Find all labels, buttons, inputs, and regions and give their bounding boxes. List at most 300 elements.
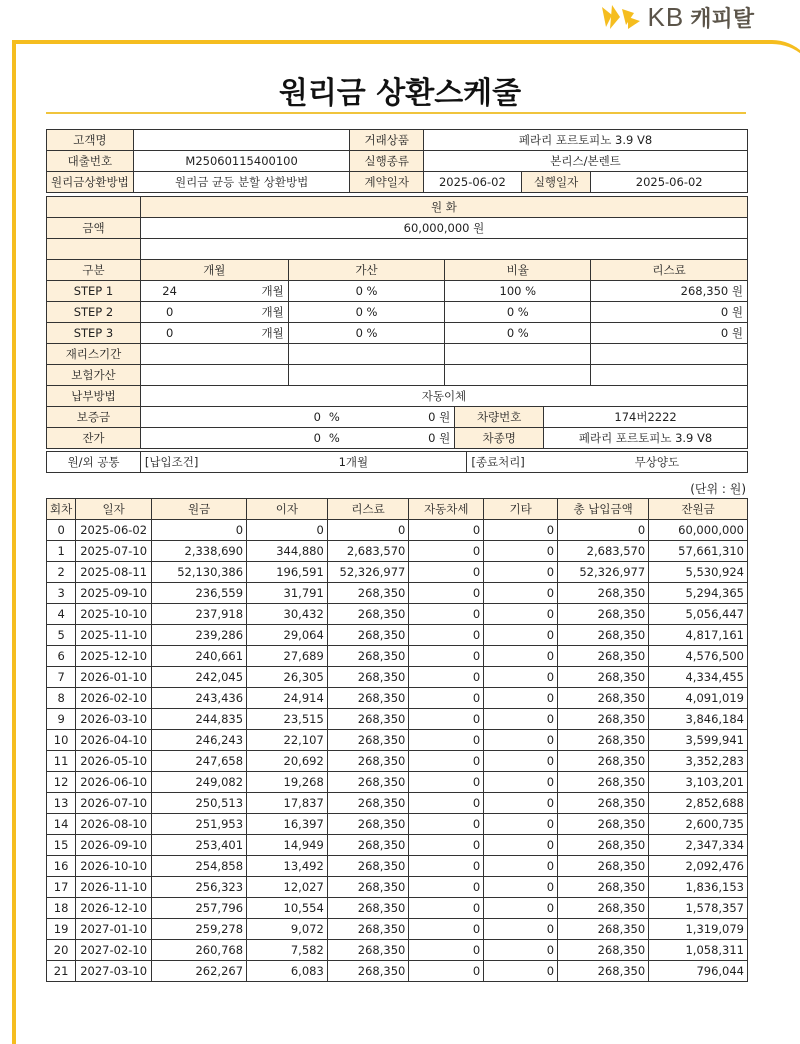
total-payment-cell: 268,350 bbox=[558, 940, 649, 961]
step-name: STEP 2 bbox=[47, 302, 141, 323]
other-cell: 0 bbox=[484, 541, 558, 562]
principal-cell: 259,278 bbox=[152, 919, 247, 940]
currency-blank bbox=[47, 197, 141, 218]
step-add: 0 % bbox=[288, 323, 445, 344]
principal-cell: 250,513 bbox=[152, 793, 247, 814]
remaining-principal-cell: 4,334,455 bbox=[649, 667, 748, 688]
car-tax-cell: 0 bbox=[409, 541, 484, 562]
installment-no-cell: 6 bbox=[47, 646, 76, 667]
total-payment-cell: 268,350 bbox=[558, 898, 649, 919]
lease-fee-cell: 268,350 bbox=[327, 961, 409, 982]
installment-no-cell: 3 bbox=[47, 583, 76, 604]
product-value: 페라리 포르토피노 3.9 V8 bbox=[424, 130, 748, 151]
step-ratio: 100 % bbox=[445, 281, 591, 302]
insurance-fee bbox=[591, 365, 748, 386]
method-label: 원리금상환방법 bbox=[47, 172, 134, 193]
lease-terms-table bbox=[46, 196, 748, 407]
remaining-principal-cell: 1,319,079 bbox=[649, 919, 748, 940]
lease-fee-cell: 268,350 bbox=[327, 646, 409, 667]
remaining-principal-cell: 2,092,476 bbox=[649, 856, 748, 877]
terms-cond-label: [납입조건] bbox=[140, 452, 240, 473]
refinance-fee bbox=[591, 344, 748, 365]
total-payment-cell: 268,350 bbox=[558, 730, 649, 751]
lease-fee-cell: 2,683,570 bbox=[327, 541, 409, 562]
total-payment-cell: 268,350 bbox=[558, 814, 649, 835]
steps-header-add: 가산 bbox=[288, 260, 445, 281]
payment-date-cell: 2025-12-10 bbox=[76, 646, 152, 667]
table-row bbox=[47, 814, 748, 835]
installment-no-cell: 11 bbox=[47, 751, 76, 772]
remaining-principal-cell: 2,600,735 bbox=[649, 814, 748, 835]
other-cell: 0 bbox=[484, 520, 558, 541]
interest-cell: 12,027 bbox=[247, 877, 328, 898]
payment-date-cell: 2025-06-02 bbox=[76, 520, 152, 541]
other-cell: 0 bbox=[484, 709, 558, 730]
remaining-principal-cell: 5,294,365 bbox=[649, 583, 748, 604]
installment-no-cell: 20 bbox=[47, 940, 76, 961]
interest-cell: 31,791 bbox=[247, 583, 328, 604]
car-tax-cell: 0 bbox=[409, 583, 484, 604]
payment-date-cell: 2026-04-10 bbox=[76, 730, 152, 751]
principal-cell: 254,858 bbox=[152, 856, 247, 877]
car-name-value: 페라리 포르토피노 3.9 V8 bbox=[544, 428, 748, 449]
step-ratio: 0 % bbox=[445, 302, 591, 323]
remaining-principal-cell: 5,530,924 bbox=[649, 562, 748, 583]
interest-cell: 29,064 bbox=[247, 625, 328, 646]
total-payment-cell: 268,350 bbox=[558, 646, 649, 667]
car-tax-cell: 0 bbox=[409, 667, 484, 688]
table-row bbox=[47, 667, 748, 688]
installment-no-cell: 16 bbox=[47, 856, 76, 877]
remaining-principal-cell: 60,000,000 bbox=[649, 520, 748, 541]
car-no-value: 174버2222 bbox=[544, 407, 748, 428]
step-months-unit: 개월 bbox=[198, 302, 288, 323]
payment-date-cell: 2026-05-10 bbox=[76, 751, 152, 772]
table-row bbox=[47, 625, 748, 646]
principal-cell: 244,835 bbox=[152, 709, 247, 730]
principal-cell: 52,130,386 bbox=[152, 562, 247, 583]
table-row bbox=[47, 877, 748, 898]
installment-no-cell: 17 bbox=[47, 877, 76, 898]
car-tax-cell: 0 bbox=[409, 772, 484, 793]
remaining-principal-cell: 5,056,447 bbox=[649, 604, 748, 625]
total-payment-cell: 268,350 bbox=[558, 919, 649, 940]
principal-cell: 0 bbox=[152, 520, 247, 541]
car-tax-cell: 0 bbox=[409, 835, 484, 856]
remaining-principal-cell: 3,599,941 bbox=[649, 730, 748, 751]
deposit-pct: 0 bbox=[140, 407, 325, 428]
step-ratio: 0 % bbox=[445, 323, 591, 344]
table-row bbox=[47, 604, 748, 625]
principal-cell: 2,338,690 bbox=[152, 541, 247, 562]
steps-header-type: 구분 bbox=[47, 260, 141, 281]
other-cell: 0 bbox=[484, 667, 558, 688]
interest-cell: 19,268 bbox=[247, 772, 328, 793]
lease-fee-cell: 268,350 bbox=[327, 814, 409, 835]
title-underline bbox=[46, 112, 746, 114]
amount-label: 금액 bbox=[47, 218, 141, 239]
payment-date-cell: 2026-01-10 bbox=[76, 667, 152, 688]
table-row bbox=[47, 919, 748, 940]
car-tax-cell: 0 bbox=[409, 877, 484, 898]
car-tax-cell: 0 bbox=[409, 751, 484, 772]
table-row bbox=[47, 730, 748, 751]
step-fee: 0 원 bbox=[591, 323, 748, 344]
lease-fee-cell: 268,350 bbox=[327, 730, 409, 751]
other-cell: 0 bbox=[484, 856, 558, 877]
kb-capital-logo bbox=[598, 0, 754, 34]
interest-cell: 26,305 bbox=[247, 667, 328, 688]
residual-pct-unit: % bbox=[325, 428, 375, 449]
payment-date-cell: 2026-10-10 bbox=[76, 856, 152, 877]
step-add: 0 % bbox=[288, 302, 445, 323]
method-value: 원리금 균등 분할 상환방법 bbox=[133, 172, 350, 193]
step-fee: 0 원 bbox=[591, 302, 748, 323]
payment-date-cell: 2025-10-10 bbox=[76, 604, 152, 625]
principal-cell: 240,661 bbox=[152, 646, 247, 667]
remaining-principal-cell: 3,103,201 bbox=[649, 772, 748, 793]
total-payment-cell: 268,350 bbox=[558, 604, 649, 625]
other-cell: 0 bbox=[484, 961, 558, 982]
total-payment-cell: 268,350 bbox=[558, 877, 649, 898]
terms-label: 원/외 공통 bbox=[47, 452, 141, 473]
table-row bbox=[47, 646, 748, 667]
car-tax-cell: 0 bbox=[409, 646, 484, 667]
payment-date-cell: 2026-07-10 bbox=[76, 793, 152, 814]
interest-cell: 17,837 bbox=[247, 793, 328, 814]
step-fee: 268,350 원 bbox=[591, 281, 748, 302]
principal-cell: 246,243 bbox=[152, 730, 247, 751]
deposit-label: 보증금 bbox=[47, 407, 141, 428]
steps-header-ratio: 비율 bbox=[445, 260, 591, 281]
installment-no-cell: 19 bbox=[47, 919, 76, 940]
car-tax-cell: 0 bbox=[409, 856, 484, 877]
refinance-add bbox=[288, 344, 445, 365]
page-title: 원리금 상환스케줄 bbox=[278, 76, 522, 111]
installment-no-cell: 10 bbox=[47, 730, 76, 751]
installment-no-cell: 9 bbox=[47, 709, 76, 730]
principal-cell: 242,045 bbox=[152, 667, 247, 688]
payment-date-cell: 2026-09-10 bbox=[76, 835, 152, 856]
lease-fee-cell: 268,350 bbox=[327, 688, 409, 709]
principal-cell: 256,323 bbox=[152, 877, 247, 898]
remaining-principal-cell: 3,352,283 bbox=[649, 751, 748, 772]
total-payment-cell: 268,350 bbox=[558, 751, 649, 772]
star-logo-icon bbox=[598, 3, 642, 31]
deposit-pct-unit: % bbox=[325, 407, 375, 428]
payment-date-cell: 2026-08-10 bbox=[76, 814, 152, 835]
car-tax-cell: 0 bbox=[409, 898, 484, 919]
table-row bbox=[47, 520, 748, 541]
total-payment-cell: 268,350 bbox=[558, 688, 649, 709]
total-payment-cell: 268,350 bbox=[558, 625, 649, 646]
principal-cell: 262,267 bbox=[152, 961, 247, 982]
car-tax-cell: 0 bbox=[409, 730, 484, 751]
payment-date-cell: 2026-12-10 bbox=[76, 898, 152, 919]
lease-fee-cell: 268,350 bbox=[327, 625, 409, 646]
installment-no-cell: 15 bbox=[47, 835, 76, 856]
residual-pct: 0 bbox=[140, 428, 325, 449]
exec-date-label: 실행일자 bbox=[521, 172, 591, 193]
car-tax-cell: 0 bbox=[409, 520, 484, 541]
blank-label bbox=[47, 239, 141, 260]
remaining-principal-cell: 2,347,334 bbox=[649, 835, 748, 856]
other-cell: 0 bbox=[484, 793, 558, 814]
installment-no-cell: 8 bbox=[47, 688, 76, 709]
other-cell: 0 bbox=[484, 583, 558, 604]
installment-no-cell: 18 bbox=[47, 898, 76, 919]
deposit-amount: 0 원 bbox=[375, 407, 455, 428]
interest-cell: 0 bbox=[247, 520, 328, 541]
lease-fee-cell: 268,350 bbox=[327, 709, 409, 730]
table-row bbox=[47, 835, 748, 856]
remaining-principal-cell: 3,846,184 bbox=[649, 709, 748, 730]
total-payment-cell: 268,350 bbox=[558, 961, 649, 982]
principal-cell: 236,559 bbox=[152, 583, 247, 604]
terms-cond-value: 1개월 bbox=[240, 452, 467, 473]
terms-end-value: 무상양도 bbox=[567, 452, 748, 473]
total-payment-cell: 268,350 bbox=[558, 667, 649, 688]
total-payment-cell: 268,350 bbox=[558, 709, 649, 730]
other-cell: 0 bbox=[484, 730, 558, 751]
other-cell: 0 bbox=[484, 940, 558, 961]
brand-kb: KB bbox=[647, 1, 685, 32]
exec-type-label: 실행종류 bbox=[350, 151, 424, 172]
other-cell: 0 bbox=[484, 814, 558, 835]
lease-fee-cell: 268,350 bbox=[327, 583, 409, 604]
car-tax-cell: 0 bbox=[409, 688, 484, 709]
installment-no-cell: 7 bbox=[47, 667, 76, 688]
step-name: STEP 3 bbox=[47, 323, 141, 344]
terms-end-label: [종료처리] bbox=[467, 452, 567, 473]
installment-no-cell: 5 bbox=[47, 625, 76, 646]
payment-date-cell: 2025-09-10 bbox=[76, 583, 152, 604]
lease-fee-cell: 268,350 bbox=[327, 940, 409, 961]
table-row bbox=[47, 688, 748, 709]
installment-no-cell: 4 bbox=[47, 604, 76, 625]
amount-value: 60,000,000 원 bbox=[140, 218, 747, 239]
table-row bbox=[47, 772, 748, 793]
schedule-header-cell: 기타 bbox=[484, 499, 558, 520]
interest-cell: 9,072 bbox=[247, 919, 328, 940]
installment-no-cell: 13 bbox=[47, 793, 76, 814]
contract-date-label: 계약일자 bbox=[350, 172, 424, 193]
schedule-header-cell: 회차 bbox=[47, 499, 76, 520]
schedule-header-cell: 총 납입금액 bbox=[558, 499, 649, 520]
step-name: STEP 1 bbox=[47, 281, 141, 302]
interest-cell: 14,949 bbox=[247, 835, 328, 856]
principal-cell: 237,918 bbox=[152, 604, 247, 625]
schedule-header-cell: 잔원금 bbox=[649, 499, 748, 520]
other-cell: 0 bbox=[484, 646, 558, 667]
remaining-principal-cell: 4,817,161 bbox=[649, 625, 748, 646]
table-row bbox=[47, 751, 748, 772]
steps-header-months: 개월 bbox=[140, 260, 288, 281]
installment-no-cell: 14 bbox=[47, 814, 76, 835]
car-tax-cell: 0 bbox=[409, 814, 484, 835]
step-months: 24 bbox=[140, 281, 198, 302]
interest-cell: 30,432 bbox=[247, 604, 328, 625]
interest-cell: 22,107 bbox=[247, 730, 328, 751]
installment-no-cell: 21 bbox=[47, 961, 76, 982]
contract-info-table bbox=[46, 129, 748, 193]
remaining-principal-cell: 1,836,153 bbox=[649, 877, 748, 898]
insurance-ratio bbox=[445, 365, 591, 386]
other-cell: 0 bbox=[484, 877, 558, 898]
table-row bbox=[47, 898, 748, 919]
total-payment-cell: 0 bbox=[558, 520, 649, 541]
car-tax-cell: 0 bbox=[409, 709, 484, 730]
lease-fee-cell: 268,350 bbox=[327, 877, 409, 898]
payment-date-cell: 2027-01-10 bbox=[76, 919, 152, 940]
loan-no-label: 대출번호 bbox=[47, 151, 134, 172]
other-cell: 0 bbox=[484, 898, 558, 919]
lease-fee-cell: 268,350 bbox=[327, 898, 409, 919]
principal-cell: 243,436 bbox=[152, 688, 247, 709]
principal-cell: 251,953 bbox=[152, 814, 247, 835]
total-payment-cell: 268,350 bbox=[558, 835, 649, 856]
principal-cell: 249,082 bbox=[152, 772, 247, 793]
lease-fee-cell: 268,350 bbox=[327, 604, 409, 625]
payment-terms-table bbox=[46, 451, 748, 473]
currency-label: 원 화 bbox=[140, 197, 747, 218]
remaining-principal-cell: 2,852,688 bbox=[649, 793, 748, 814]
table-row bbox=[47, 583, 748, 604]
other-cell: 0 bbox=[484, 919, 558, 940]
step-months: 0 bbox=[140, 323, 198, 344]
deposit-residual-table bbox=[46, 406, 748, 449]
schedule-header-cell: 자동차세 bbox=[409, 499, 484, 520]
refinance-ratio bbox=[445, 344, 591, 365]
customer-value bbox=[133, 130, 350, 151]
payment-date-cell: 2026-02-10 bbox=[76, 688, 152, 709]
principal-cell: 247,658 bbox=[152, 751, 247, 772]
residual-amount: 0 원 bbox=[375, 428, 455, 449]
exec-date-value: 2025-06-02 bbox=[591, 172, 748, 193]
loan-no-value: M25060115400100 bbox=[133, 151, 350, 172]
interest-cell: 6,083 bbox=[247, 961, 328, 982]
other-cell: 0 bbox=[484, 835, 558, 856]
lease-fee-cell: 268,350 bbox=[327, 919, 409, 940]
car-tax-cell: 0 bbox=[409, 793, 484, 814]
blank-cell bbox=[140, 239, 747, 260]
remaining-principal-cell: 4,576,500 bbox=[649, 646, 748, 667]
residual-label: 잔가 bbox=[47, 428, 141, 449]
step-months-unit: 개월 bbox=[198, 281, 288, 302]
total-payment-cell: 52,326,977 bbox=[558, 562, 649, 583]
car-tax-cell: 0 bbox=[409, 562, 484, 583]
table-row bbox=[47, 709, 748, 730]
interest-cell: 13,492 bbox=[247, 856, 328, 877]
principal-cell: 253,401 bbox=[152, 835, 247, 856]
principal-cell: 257,796 bbox=[152, 898, 247, 919]
car-name-label: 차종명 bbox=[455, 428, 544, 449]
total-payment-cell: 268,350 bbox=[558, 772, 649, 793]
payment-date-cell: 2025-08-11 bbox=[76, 562, 152, 583]
lease-fee-cell: 0 bbox=[327, 520, 409, 541]
other-cell: 0 bbox=[484, 562, 558, 583]
remaining-principal-cell: 1,578,357 bbox=[649, 898, 748, 919]
insurance-months bbox=[140, 365, 288, 386]
total-payment-cell: 268,350 bbox=[558, 856, 649, 877]
interest-cell: 196,591 bbox=[247, 562, 328, 583]
payment-date-cell: 2026-03-10 bbox=[76, 709, 152, 730]
table-row bbox=[47, 562, 748, 583]
lease-fee-cell: 268,350 bbox=[327, 835, 409, 856]
remaining-principal-cell: 1,058,311 bbox=[649, 940, 748, 961]
interest-cell: 24,914 bbox=[247, 688, 328, 709]
installment-no-cell: 12 bbox=[47, 772, 76, 793]
refinance-months bbox=[140, 344, 288, 365]
insurance-label: 보험가산 bbox=[47, 365, 141, 386]
insurance-add bbox=[288, 365, 445, 386]
payment-date-cell: 2025-07-10 bbox=[76, 541, 152, 562]
remaining-principal-cell: 796,044 bbox=[649, 961, 748, 982]
schedule-header-cell: 일자 bbox=[76, 499, 152, 520]
steps-header-fee: 리스료 bbox=[591, 260, 748, 281]
lease-fee-cell: 268,350 bbox=[327, 751, 409, 772]
interest-cell: 10,554 bbox=[247, 898, 328, 919]
contract-date-value: 2025-06-02 bbox=[424, 172, 522, 193]
payment-date-cell: 2027-02-10 bbox=[76, 940, 152, 961]
payment-date-cell: 2027-03-10 bbox=[76, 961, 152, 982]
schedule-header-row bbox=[47, 499, 748, 520]
table-row bbox=[47, 541, 748, 562]
table-row bbox=[47, 940, 748, 961]
step-months: 0 bbox=[140, 302, 198, 323]
other-cell: 0 bbox=[484, 751, 558, 772]
other-cell: 0 bbox=[484, 625, 558, 646]
total-payment-cell: 2,683,570 bbox=[558, 541, 649, 562]
interest-cell: 27,689 bbox=[247, 646, 328, 667]
payment-date-cell: 2026-11-10 bbox=[76, 877, 152, 898]
table-row bbox=[47, 961, 748, 982]
car-tax-cell: 0 bbox=[409, 625, 484, 646]
refinance-label: 재리스기간 bbox=[47, 344, 141, 365]
other-cell: 0 bbox=[484, 772, 558, 793]
payment-date-cell: 2025-11-10 bbox=[76, 625, 152, 646]
unit-note: (단위 : 원) bbox=[690, 482, 746, 496]
car-tax-cell: 0 bbox=[409, 604, 484, 625]
payment-date-cell: 2026-06-10 bbox=[76, 772, 152, 793]
remaining-principal-cell: 4,091,019 bbox=[649, 688, 748, 709]
car-tax-cell: 0 bbox=[409, 919, 484, 940]
lease-fee-cell: 52,326,977 bbox=[327, 562, 409, 583]
product-label: 거래상품 bbox=[350, 130, 424, 151]
customer-label: 고객명 bbox=[47, 130, 134, 151]
principal-cell: 239,286 bbox=[152, 625, 247, 646]
car-tax-cell: 0 bbox=[409, 940, 484, 961]
lease-fee-cell: 268,350 bbox=[327, 856, 409, 877]
brand-name: 캐피탈 bbox=[690, 6, 754, 32]
total-payment-cell: 268,350 bbox=[558, 583, 649, 604]
car-tax-cell: 0 bbox=[409, 961, 484, 982]
car-no-label: 차량번호 bbox=[455, 407, 544, 428]
schedule-header-cell: 리스료 bbox=[327, 499, 409, 520]
interest-cell: 23,515 bbox=[247, 709, 328, 730]
other-cell: 0 bbox=[484, 688, 558, 709]
installment-no-cell: 0 bbox=[47, 520, 76, 541]
lease-fee-cell: 268,350 bbox=[327, 772, 409, 793]
installment-no-cell: 1 bbox=[47, 541, 76, 562]
interest-cell: 16,397 bbox=[247, 814, 328, 835]
interest-cell: 344,880 bbox=[247, 541, 328, 562]
payment-value: 자동이체 bbox=[140, 386, 747, 407]
interest-cell: 20,692 bbox=[247, 751, 328, 772]
remaining-principal-cell: 57,661,310 bbox=[649, 541, 748, 562]
table-row bbox=[47, 793, 748, 814]
schedule-header-cell: 원금 bbox=[152, 499, 247, 520]
